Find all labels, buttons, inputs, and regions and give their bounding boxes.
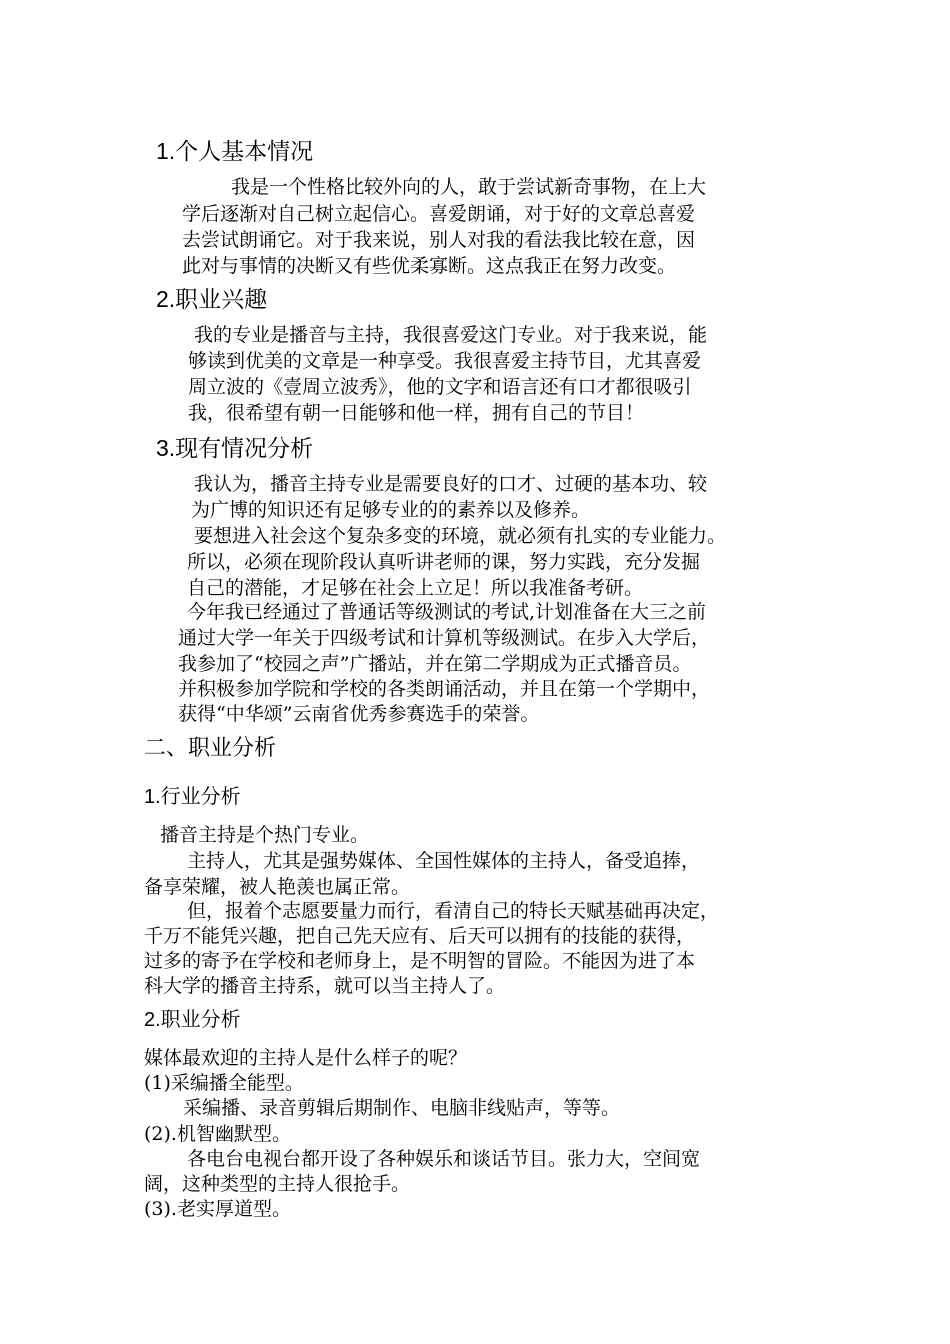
heading-career-interest: 2.职业兴趣 (156, 286, 268, 312)
paragraph-line: 获得“中华颂”云南省优秀参赛选手的荣誉。 (178, 703, 540, 725)
heading-career-analysis: 二、职业分析 (144, 736, 277, 761)
paragraph-line: 我认为，播音主持专业是需要良好的口才、过硬的基本功、较 (194, 473, 708, 495)
paragraph-line: 并积极参加学院和学校的各类朗诵活动，并且在第一个学期中， (178, 678, 711, 700)
paragraph-line: 学后逐渐对自己树立起信心。喜爱朗诵，对于好的文章总喜爱 (182, 203, 696, 225)
paragraph-line: 通过大学一年关于四级考试和计算机等级测试。在步入大学后， (178, 627, 711, 649)
paragraph-line: 采编播、录音剪辑后期制作、电脑非线贴声，等等。 (183, 1097, 621, 1119)
list-item: (2).机智幽默型。 (144, 1123, 291, 1145)
paragraph-line: 备享荣耀，被人艳羡也属正常。 (144, 876, 411, 898)
paragraph-line: 我，很希望有朝一日能够和他一样，拥有自己的节目！ (188, 402, 645, 424)
paragraph-line: 我参加了“校园之声”广播站，并在第二学期成为正式播音员。 (178, 653, 692, 675)
paragraph-line: 千万不能凭兴趣，把自己先天应有、后天可以拥有的技能的获得， (144, 925, 696, 947)
heading-personal-info: 1.个人基本情况 (156, 138, 314, 164)
paragraph-line: 但，报着个志愿要量力而行，看清自己的特长天赋基础再决定， (187, 900, 720, 922)
paragraph-line: 要想进入社会这个复杂多变的环境，就必须有扎实的专业能力。 (194, 525, 727, 547)
paragraph-line: 所以，必须在现阶段认真听讲老师的课，努力实践，充分发掘 (187, 551, 701, 573)
paragraph-line: 主持人，尤其是强势媒体、全国性媒体的主持人，备受追捧， (187, 850, 701, 872)
paragraph-line: 去尝试朗诵它。对于我来说，别人对我的看法我比较在意，因 (182, 229, 696, 251)
paragraph-line: 阔，这种类型的主持人很抢手。 (144, 1173, 411, 1195)
paragraph-line: 此对与事情的决断又有些优柔寡断。这点我正在努力改变。 (182, 255, 677, 277)
paragraph-line: 我是一个性格比较外向的人，敢于尝试新奇事物，在上大 (231, 176, 707, 198)
paragraph-line: 过多的寄予在学校和老师身上，是不明智的冒险。不能因为进了本 (144, 950, 696, 972)
heading-industry-analysis: 1.行业分析 (144, 786, 241, 808)
list-item: (3).老实厚道型。 (144, 1198, 291, 1220)
paragraph-line: 播音主持是个热门专业。 (160, 824, 370, 846)
paragraph-line: 科大学的播音主持系，就可以当主持人了。 (144, 975, 506, 997)
heading-current-situation: 3.现有情况分析 (156, 435, 314, 461)
paragraph-line: 今年我已经通过了普通话等级测试的考试,计划准备在大三之前 (187, 601, 707, 623)
paragraph-line: 各电台电视台都开设了各种娱乐和谈话节目。张力大，空间宽 (187, 1148, 701, 1170)
heading-job-analysis: 2.职业分析 (144, 1009, 241, 1031)
list-item: (1)采编播全能型。 (144, 1072, 304, 1094)
paragraph-line: 我的专业是播音与主持，我很喜爱这门专业。对于我来说，能 (194, 324, 708, 346)
paragraph-line: 周立波的《壹周立波秀》，他的文字和语言还有口才都很吸引 (188, 376, 692, 398)
paragraph-line: 自己的潜能，才足够在社会上立足！所以我准备考研。 (187, 577, 644, 599)
paragraph-line: 为广博的知识还有足够专业的的素养以及修养。 (191, 499, 591, 521)
paragraph-line: 够读到优美的文章是一种享受。我很喜爱主持节目，尤其喜爱 (188, 350, 702, 372)
paragraph-line: 媒体最欢迎的主持人是什么样子的呢？ (144, 1047, 468, 1069)
